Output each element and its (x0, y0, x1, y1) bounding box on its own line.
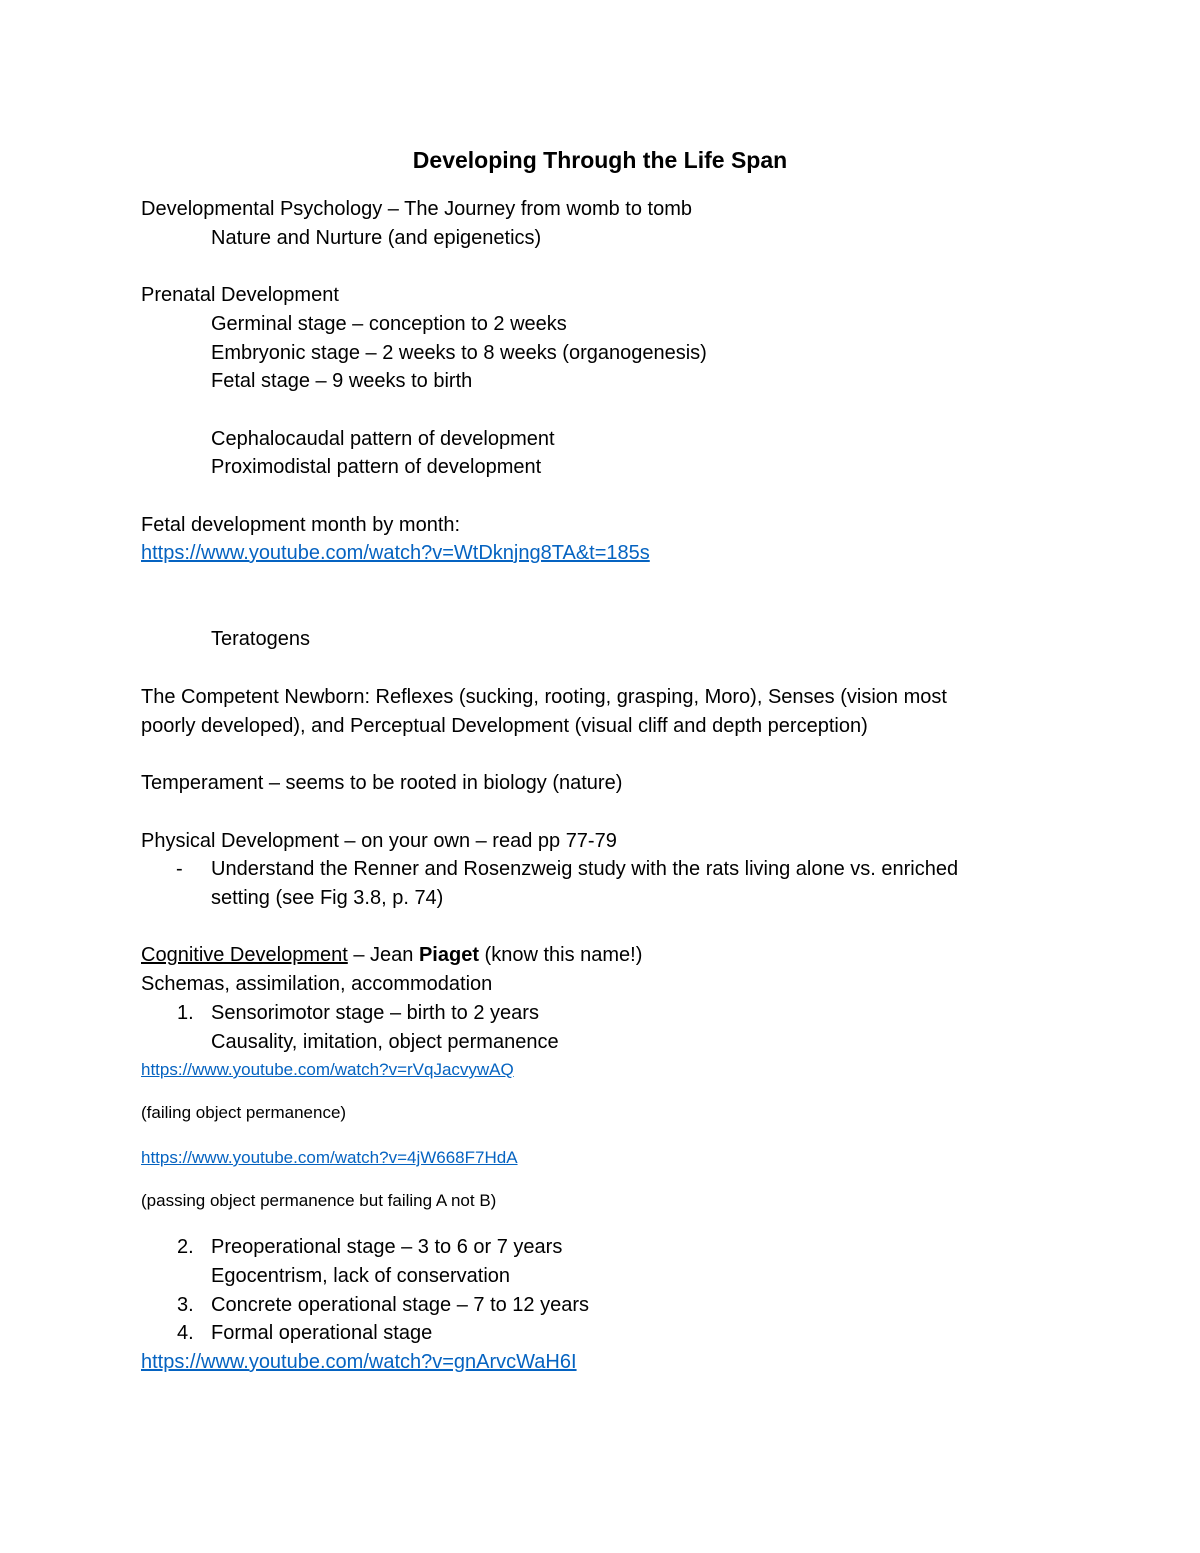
cognitive-heading-end: (know this name!) (478, 944, 643, 966)
teratogens-label: Teratogens (211, 628, 310, 650)
temperament-line: Temperament – seems to be rooted in biology (nature) (141, 772, 623, 794)
embryonic-stage: Embryonic stage – 2 weeks to 8 weeks (organogenesis) (211, 342, 707, 364)
germinal-stage: Germinal stage – conception to 2 weeks (211, 313, 567, 335)
newborn-line-1: The Competent Newborn: Reflexes (sucking, rooting, grasping, Moro), Senses (vision most (141, 686, 947, 708)
stage-4-formal: Formal operational stage (211, 1322, 433, 1344)
physical-heading: Physical Development – on your own – read pp 77-79 (141, 830, 617, 852)
stage-1-number: 1. (177, 1002, 194, 1024)
cephalocaudal-pattern: Cephalocaudal pattern of development (211, 428, 555, 450)
stage-3-concrete: Concrete operational stage – 7 to 12 years (211, 1294, 590, 1316)
stage-2-sub: Egocentrism, lack of conservation (211, 1265, 511, 1287)
newborn-line-2: poorly developed), and Perceptual Development (visual cliff and depth perception) (141, 715, 868, 737)
stage-4-number: 4. (177, 1322, 194, 1344)
fetal-video-link[interactable]: https://www.youtube.com/watch?v=WtDknjng8TA&t=185s (141, 542, 650, 564)
a-not-b-link[interactable]: https://www.youtube.com/watch?v=4jW668F7HdA (141, 1148, 518, 1167)
nature-nurture-line: Nature and Nurture (and epigenetics) (211, 227, 542, 249)
stage-1-sub: Causality, imitation, object permanence (211, 1031, 559, 1053)
a-not-b-note: (passing object permanence but failing A not B) (141, 1191, 497, 1210)
schemas-line: Schemas, assimilation, accommodation (141, 973, 493, 995)
cognitive-heading-underlined: Cognitive Development (141, 944, 348, 966)
stage-1-sensorimotor: Sensorimotor stage – birth to 2 years (211, 1002, 539, 1024)
formal-operational-link[interactable]: https://www.youtube.com/watch?v=gnArvcWaH6I (141, 1351, 577, 1373)
prenatal-heading: Prenatal Development (141, 284, 339, 306)
bullet-dash: - (176, 858, 183, 880)
document-title: Developing Through the Life Span (412, 147, 788, 173)
stage-2-number: 2. (177, 1236, 194, 1258)
intro-line: Developmental Psychology – The Journey from womb to tomb (141, 198, 693, 220)
renner-study-line-2: setting (see Fig 3.8, p. 74) (211, 887, 444, 909)
cognitive-heading (141, 943, 642, 967)
stage-3-number: 3. (177, 1294, 194, 1316)
fetal-stage: Fetal stage – 9 weeks to birth (211, 370, 473, 392)
cognitive-heading-mid: – Jean (347, 944, 419, 966)
proximodistal-pattern: Proximodistal pattern of development (211, 456, 542, 478)
renner-study-line-1: Understand the Renner and Rosenzweig study with the rats living alone vs. enriched (211, 858, 959, 880)
piaget-name: Piaget (418, 944, 479, 966)
fetal-video-label: Fetal development month by month: (141, 514, 461, 536)
object-permanence-fail-link[interactable]: https://www.youtube.com/watch?v=rVqJacvywAQ (141, 1060, 514, 1079)
failing-object-permanence-note: (failing object permanence) (141, 1103, 347, 1122)
stage-2-preoperational: Preoperational stage – 3 to 6 or 7 years (211, 1236, 563, 1258)
